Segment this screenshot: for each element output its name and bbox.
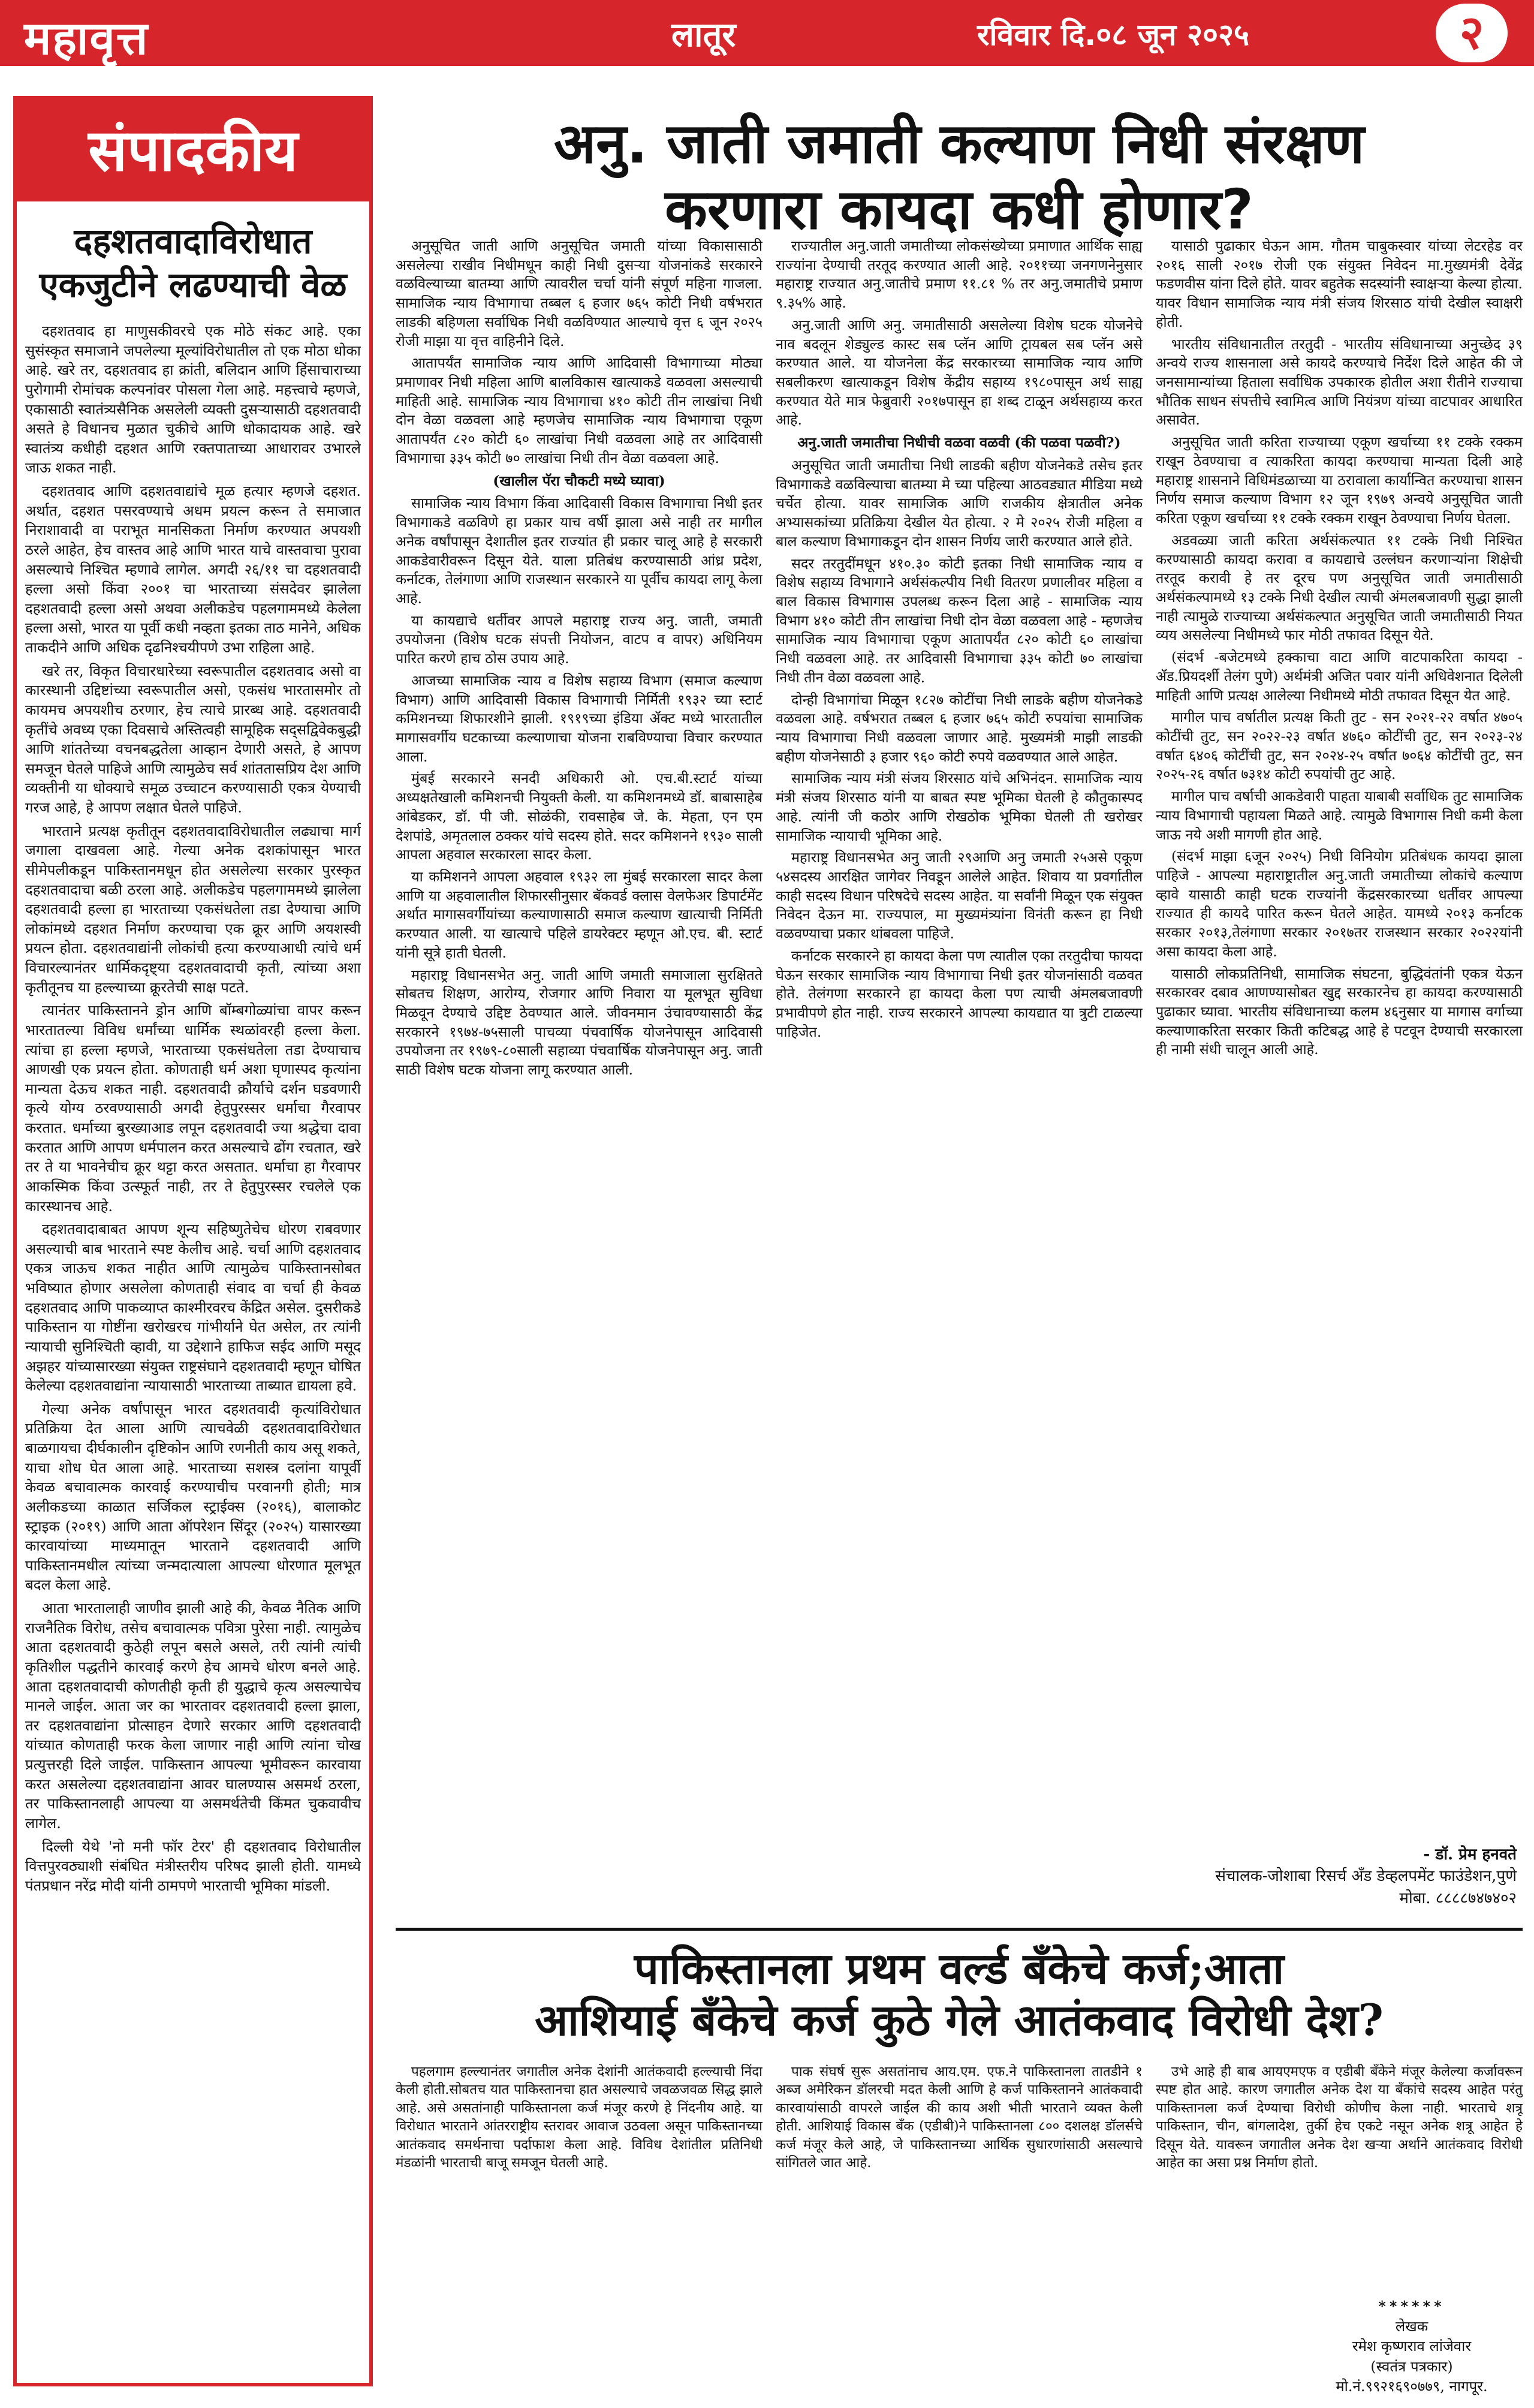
article1-paragraph: यासाठी पुढाकार घेऊन आम. गौतम चाबुकस्वार यांच्या लेटरहेड वर २०१६ साली २०१७ रोजी एक संयुक्त निवेदन मा.मुख्यमंत्री देवेंद्र फडणवीस यांना दिले होते. यावर बहुतेक सदस्यांनी स्वाक्षऱ्या केल्या होत्या. यावर विधान सामाजिक न्याय मंत्री संजय शिरसाठ यांची देखील स्वाक्षरी होती. xyxy=(1156,237,1523,330)
article1-paragraph: अनुसूचित जाती करिता राज्याच्या एकूण खर्चाच्या ११ टक्के रक्कम राखून ठेवण्याचा व त्याकरिता कायदा करण्याचा मान्यता दिली आहे महाराष्ट्र शासनाने विधिमंडळाच्या या ठरावाला कार्यान्वित करण्याचा शासन निर्णय समाज कल्याण विभाग १२ जून १९७९ अन्वये अनुसूचित जाती करिता एकूण खर्चाच्या ११ टक्के रक्कम राखून ठेवण्याचा निर्णय घेतला. xyxy=(1156,434,1523,527)
editorial-paragraph: त्यानंतर पाकिस्तानने ड्रोन आणि बॉम्बगोळ्यांचा वापर करून भारतातल्या विविध धर्मांच्या धार्मिक स्थळांवरही हल्ला केला. त्यांचा हा हल्ला म्हणजे, भारताच्या एकसंधतेला तडा देण्याचाच आणखी एक प्रयत्न होता. कोणताही धर्म अशा घृणास्पद कृत्यांना मान्यता देऊच शकत नाही. दहशतवादी क्रौर्याचे दर्शन घडवणारी कृत्ये योग्य ठरवण्यासाठी अगदी हेतुपुरस्सर धर्माचा गैरवापर करतात. धर्माच्या बुरख्याआड लपून दहशतवादी ज्या श्रद्धेचा दावा करतात आणि आपण धर्मपालन करत असल्याचे ढोंग रचतात, खरे तर ते या भावनेचीच क्रूर थट्टा करत असतात. धर्माचा हा गैरवापर आकस्मिक किंवा उत्स्फूर्त नाही, तर ते हेतुपुरस्सर रचलेले एक कारस्थानच आहे. xyxy=(25,1002,361,1215)
article2-author-contact: मो.नं.९९२१६९०७७९, नागपूर. xyxy=(1336,2378,1488,2395)
editorial-box xyxy=(13,96,373,2386)
article1-paragraph: यासाठी लोकप्रतिनिधी, सामाजिक संघटना, बुद्धिवंतांनी एकत्र येऊन सरकारवर दबाव आणण्यासोबत खुद्द सरकारनेच हा कायदा करण्यासाठी पुढाकार घ्यावा. भारतीय संविधानाच्या कलम ४६नुसार या मागास वर्गाच्या कल्याणाकरिता सरकार किती कटिबद्ध आहे हे पटवून देण्याची सरकारला ही नामी संधी चालून आली आहे. xyxy=(1156,965,1523,1058)
article1-paragraph: सामाजिक न्याय विभाग किंवा आदिवासी विकास विभागाचा निधी इतर विभागाकडे वळविणे हा प्रकार याच वर्षी झाला असे नाही तर मागील अनेक वर्षांपासून देशातील इतर राज्यांत ही प्रकार चालू आहे हे सरकारी आकडेवारीवरून दिसून येते. याला प्रतिबंध करण्यासाठी आंध्र प्रदेश, कर्नाटक, तेलंगाणा आणि राजस्थान सरकारने या पूर्वीच कायदा लागू केला आहे. xyxy=(396,495,763,607)
editorial-paragraph: खरे तर, विकृत विचारधारेच्या स्वरूपातील दहशतवाद असो वा कारस्थानी उद्दिष्टांच्या स्वरूपातील असो, एकसंध भारतासमोर तो कायमच अपयशीच ठरणार, हेच त्याचे प्रारब्ध आहे. दहशतवादी कृतींचे अवध्य एका दिवसाचे अस्तित्वही सामूहिक सद्सद्विवेकबुद्धी आणि शांततेच्या वचनबद्धतेला आव्हान देणारी असते, हे आपण समजून घेतले पाहिजे आणि त्यामुळेच सर्व शांततासप्रिय देश आणि व्यक्तीनी या धोक्याचे समूळ उच्चाटन करण्यासाठी एकत्र येण्याची गरज आहे, हे आपण लक्षात घेतले पाहिजे. xyxy=(25,662,361,816)
article1-author-role: संचालक-जोशाबा रिसर्च ॲंड डेव्हलपमेंट फाउंडेशन,पुणे xyxy=(1215,1867,1517,1886)
editorial-paragraph: आता भारतालाही जाणीव झाली आहे की, केवळ नैतिक आणि राजनैतिक विरोध, तसेच बचावात्मक पवित्रा पुरेसा नाही. त्यामुळेच आता दहशतवादी कुठेही लपून बसले असले, तरी त्यांनी त्यांची कृतिशील पद्धतीने कारवाई करणे हेच आमचे धोरण बनले आहे. आता दहशतवादाची कोणतीही कृती ही युद्धाचे कृत्य असल्याचेच मानले जाईल. आता जर का भारतावर दहशतवादी हल्ला झाला, तर दहशतवाद्यांना प्रोत्साहन देणारे सरकार आणि दहशतवादी यांच्यात कोणताही फरक केला जाणार नाही आणि त्यांना चोख प्रत्युत्तरही दिले जाईल. पाकिस्तान आपल्या भूमीवरून कारवाया करत असलेल्या दहशतवाद्यांना आवर घालण्यास असमर्थ ठरला, तर पाकिस्तानलाही आपल्या या असमर्थतेची किंमत चुकवावीच लागेल. xyxy=(25,1600,361,1832)
page-number: २ xyxy=(1436,4,1508,62)
article1-paragraph: अनुसूचित जाती जमातीचा निधी लाडकी बहीण योजनेकडे तसेच इतर विभागाकडे वळविल्याचा बातम्या मे च्या पहिल्या आठवड्यात मीडिया मध्ये चर्चेत होत्या. यावर सामाजिक आणि राजकीय क्षेत्रातील अनेक अभ्यासकांच्या प्रतिक्रिया देखील येत होत्या. २ मे २०२५ रोजी महिला व बाल कल्याण विभागाकडून दोन शासन निर्णय जारी करण्यात आले होते. xyxy=(776,456,1143,550)
editorial-paragraph: दहशतवाद आणि दहशतवाद्यांचे मूळ हत्यार म्हणजे दहशत. अर्थात, दहशत पसरवण्याचे अधम प्रयत्न करून ते समाजात निराशावादी वा पराभूत मानसिकता निर्माण करण्यात अपयशी ठरले आहेत, हेच वास्तव आहे आणि भारत याचे वास्तवाचा पुरावा असल्याचे निश्चित म्हणावे लागेल. अगदी २६/११ चा दहशतवादी हल्ला असो किंवा २००१ चा भारताच्या संसदेवर झालेला दहशतवादी हल्ला असो अथवा अलीकडेच पहलगाममध्ये केलेला हल्ला असो, भारत या पूर्वी कधी नव्हता इतका ताठ मानेने, अधिक ताकदीने आणि अधिक दृढनिश्चयीपणे उभा राहिला आहे. xyxy=(25,483,361,656)
article1-paragraph: आजच्या सामाजिक न्याय व विशेष सहाय्य विभाग (समाज कल्याण विभाग) आणि आदिवासी विकास विभागाची निर्मिती १९३२ च्या स्टार्ट कमिशनच्या शिफारशीने झाली. १९१९च्या इंडिया ॲक्ट मध्ये भारतातील मागासवर्गीय घटकाच्या कल्याणाचा योजना राबविण्याचा विचार करण्यात आला. xyxy=(396,672,763,765)
article2-paragraph: पाक संघर्ष सुरू असतांनाच आय.एम. एफ.ने पाकिस्तानला तातडीने १ अब्ज अमेरिकन डॉलरची मदत केली आणि हे कर्ज पाकिस्तानने आतंकवादी कारवायांसाठी वापरले जाईल की काय अशी भीती भारताने व्यक्त केली होती. आशियाई विकास बँक (एडीबी)ने पाकिस्तानला ८०० दशलक्ष डॉलर्सचे कर्ज मंजूर केले आहे, जे पाकिस्तानच्या आर्थिक सुधारणांसाठी असल्याचे सांगितले जात आहे. xyxy=(776,2064,1143,2171)
article2-column-1 xyxy=(396,2063,763,2398)
article1-headline xyxy=(396,111,1523,243)
article1-paragraph: सामाजिक न्याय मंत्री संजय शिरसाठ यांचे अभिनंदन. सामाजिक न्याय मंत्री संजय शिरसाठ यांनी या बाबत स्पष्ट भूमिका घेतली हे कौतुकास्पद आहे. त्यांनी जी कठोर आणि रोखठोक भूमिका घेतली ती खरोखर सामाजिक न्यायाची भूमिका आहे. xyxy=(776,770,1143,844)
article1-paragraph: महाराष्ट्र विधानसभेत अनु जाती २९आणि अनु जमाती २५असे एकूण ५४सदस्य आरक्षित जागेवर निवडून आलेले आहेत. शिवाय या प्रवर्गातील काही सदस्य विधान परिषदेचे सदस्य आहेत. या सर्वांनी मिळून एक संयुक्त निवेदन देऊन मा. राज्यपाल, मा मुख्यमंत्र्यांना विनंती करून हा निधी वळवण्याचा प्रकार थांबवला पाहिजे. xyxy=(776,849,1143,943)
article2-headline-line2: आशियाई बँकेचे कर्ज कुठे गेले आतंकवाद विरोधी देश? xyxy=(535,1994,1384,2046)
article1-paragraph: अनुसूचित जाती आणि अनुसूचित जमाती यांच्या विकासासाठी असलेल्या राखीव निधीमधून काही निधी दुसऱ्या योजनांकडे सरकारने वळविल्याच्या बातम्या आणि त्यावरील चर्चा यांनी संपूर्ण महिना गाजला. सामाजिक न्याय विभागाचा तब्बल ६ हजार ७६५ कोटी निधी वर्षभरात लाडकी बहिणला सर्वाधिक निधी वळविण्यात आल्याचे वृत्त ६ जून २०२५ रोजी माझा या वृत्त वाहिनीने दिले. xyxy=(396,237,763,350)
article1-columns xyxy=(396,237,1523,1742)
article1-paragraph: आतापर्यंत सामाजिक न्याय आणि आदिवासी विभागाच्या मोठ्या प्रमाणावर निधी महिला आणि बालविकास खात्याकडे वळवला असल्याची माहिती आहे. सामाजिक न्याय विभागाचा ४१० कोटी तीन लाखांचा निधी दोन वेळा वळवला आहे म्हणजेच सामाजिक न्याय विभागाचा एकूण आतापर्यंत ८२० कोटी ६० लाखांचा निधी वळवला आहे तर आदिवासी विभागाचा ३३५ कोटी ७० लाखांचा निधी तीन वेळा वळवला आहे. xyxy=(396,354,763,466)
article2-byline-label: लेखक xyxy=(1395,2317,1428,2335)
article1-paragraph: सदर तरतुदींमधून ४१०.३० कोटी इतका निधी सामाजिक न्याय व विशेष सहाय्य विभागाने अर्थसंकल्पीय निधी वितरण प्रणालीवर महिला व बाल विकास विभागास उपलब्ध करून दिला आहे - सामाजिक न्याय विभाग ४१० कोटी तीन लाखांचा निधी दोन वेळा वळवला आहे - म्हणजेच सामाजिक न्याय विभागाचा एकूण आतापर्यंत ८२० कोटी ६० लाखांचा निधी वळवला आहे. तर आदिवासी विभागाचा ३३५ कोटी ७० लाखांचा निधी तीन वेळा वळवला आहे. xyxy=(776,555,1143,686)
article1-paragraph: कर्नाटक सरकारने हा कायदा केला पण त्यातील एका तरतुदीचा फायदा घेऊन सरकार सामाजिक न्याय विभागाचा निधी इतर योजनांसाठी वळवत होते. तेलंगणा सरकारने हा कायदा केला पण त्याची अंमलबजावणी प्रभावीपणे होत नाही. राज्य सरकारने आपल्या कायद्यात या त्रुटी टाळल्या पाहिजेत. xyxy=(776,947,1143,1040)
article1-paragraph: या कमिशनने आपला अहवाल १९३२ ला मुंबई सरकारला सादर केला आणि या अहवालातील शिफारसीनुसार बॅकवर्ड क्लास वेलफेअर डिपार्टमेंट अर्थात मागासवर्गीयांच्या कल्याणासाठी समाज कल्याण खात्याची निर्मिती करण्यात आली. या खात्याचे पहिले डायरेक्टर म्हणून ओ.एच. बी. स्टार्ट यांनी सूत्रे हाती घेतली. xyxy=(396,868,763,961)
article1-paragraph: मागील पाच वर्षाची आकडेवारी पाहता याबाबी सर्वाधिक तुट सामाजिक न्याय विभागाची पहायला मिळते आहे. त्यामुळे विभागास निधी कमी केला जाऊ नये अशी मागणी होत आहे. xyxy=(1156,788,1523,843)
article2-headline xyxy=(396,1943,1523,2046)
article1-paragraph: महाराष्ट्र विधानसभेत अनु. जाती आणि जमाती समाजाला सुरक्षितते सोबतच शिक्षण, आरोग्य, रोजगार आणि निवारा या मूलभूत सुविधा मिळवून देण्याचे उद्दिष्ट ठेवण्यात आले. जीवनमान उंचावण्यासाठी केंद्र सरकारने १९७४-७५साली पाचव्या पंचवार्षिक योजनेपासून आदिवासी उपयोजना तर १९७९-८०साली सहाव्या पंचवार्षिक योजनेपासून अनु. जाती साठी विशेष घटक योजना लागू करण्यात आली. xyxy=(396,966,763,1079)
article1-paragraph: दोन्ही विभागांचा मिळून १८२७ कोटींचा निधी लाडके बहीण योजनेकडे वळवला आहे. वर्षभरात तब्बल ६ हजार ७६५ कोटी रुपयांचा सामाजिक न्याय विभागाचा निधी वळवला जाणार आहे. मुख्यमंत्री माझी लाडकी बहीण योजनेसाठी ३ हजार ९६० कोटी रुपये वळवण्यात आले आहेत. xyxy=(776,691,1143,765)
issue-date: रविवार दि.०८ जून २०२५ xyxy=(977,17,1249,52)
editorial-paragraph: दहशतवाद हा माणुसकीवरचे एक मोठे संकट आहे. एका सुसंस्कृत समाजाने जपलेल्या मूल्यांविरोधातील तो एक मोठा धोका आहे. खरे तर, दहशतवाद हा क्रांती, बलिदान आणि हिंसाचाराच्या पुरोगामी रोमांचक कल्पनांवर पोसला गेला आहे. महत्त्वाचे म्हणजे, एकासाठी स्वातंत्र्यसैनिक असलेली व्यक्ती दुसऱ्यासाठी दहशतवादी असते हे विधानच मुळात चुकीचे आणि धोकादायक आहे. खरे स्वातंत्र्य कधीही दहशत आणि रक्तपाताच्या आधारावर उभारले जाऊ शकत नाही. xyxy=(25,323,361,477)
editorial-paragraph: दहशतवादाबाबत आपण शून्य सहिष्णुतेचेच धोरण राबवणार असल्याची बाब भारताने स्पष्ट केलीच आहे. चर्चा आणि दहशतवाद एकत्र जाऊच शकत नाहीत आणि त्यामुळेच पाकिस्तानसोबत भविष्यात होणार असलेला कोणताही संवाद वा चर्चा ही केवळ दहशतवाद आणि पाकव्याप्त काश्मीरवरच केंद्रित असेल. दुसरीकडे पाकिस्तान या गोष्टींना खरोखरच गांभीर्याने घेत असेल, तर त्यांनी न्यायाची सुनिश्चिती व्हावी, या उद्देशाने हाफिज सईद आणि मसूद अझहर यांच्यासारख्या संयुक्त राष्ट्रसंघाने दहशतवादी म्हणून घोषित केलेल्या दहशतवाद्यांना न्यायासाठी भारताच्या ताब्यात द्यायला हवे. xyxy=(25,1221,361,1395)
article2-byline xyxy=(1307,2296,1517,2397)
editorial-body xyxy=(25,321,361,2378)
article1-paragraph: राज्यातील अनु.जाती जमातीच्या लोकसंख्येच्या प्रमाणात आर्थिक साह्य राज्यांना देण्याची तरतूद करण्यात आली आहे. २०११च्या जनगणनेनुसार महाराष्ट्र राज्यात अनु.जातीचे प्रमाण ११.८१ % तर अनु.जमातीचे प्रमाण ९.३५% आहे. xyxy=(776,237,1143,312)
editorial-title: दहशतवादाविरोधात एकजुटीने लढण्याची वेळ xyxy=(39,221,347,305)
article1-paragraph: (संदर्भ माझा ६जून २०२५) निधी विनियोग प्रतिबंधक कायदा झाला पाहिजे - आपल्या महाराष्ट्रातील अनु.जाती जमातीच्या लोकांचे कल्याण व्हावे यासाठी काही घटक राज्यांनी केंद्रसरकारच्या धर्तीवर आपल्या राज्यात ही कायदे पारित करून घेतले आहेत. यामध्ये २०१३ कर्नाटक सरकार २०१३,तेलंगाणा सरकार २०१७तर राजस्थान सरकार २०२२यांनी असा कायदा केला आहे. xyxy=(1156,848,1523,960)
article1-headline-line1: अनु. जाती जमाती कल्याण निधी संरक्षण xyxy=(553,112,1365,176)
article1-headline-line2: करणारा कायदा कधी होणार? xyxy=(665,177,1253,242)
article1-paragraph: अडवळ्या जाती करिता अर्थसंकल्पात ११ टक्के निधी निश्चित करण्यासाठी कायदा करावा व कायद्याचे उल्लंघन करणाऱ्यांना शिक्षेची तरतूद करावी हे तर दूरच पण अनुसूचित जाती जमातीसाठी अर्थसंकल्पामध्ये १३ टक्के निधी देखील त्याची अंमलबजावणी सुद्धा झाली नाही त्यामुळे राज्याच्या अर्थसंकल्पात अनुसूचित जाती जमातीसाठी नियत व्यय असलेल्या निधीमध्ये फार मोठी तफावत दिसून येते. xyxy=(1156,531,1523,644)
article1-column-1 xyxy=(396,237,763,1742)
article1-paragraph: अनु.जाती आणि अनु. जमातीसाठी असलेल्या विशेष घटक योजनेचे नाव बदलून शेड्युल्ड कास्ट सब प्लॅन आणि ट्रायबल सब प्लॅन असे करण्यात आले. या योजनेला केंद्र सरकारच्या सामाजिक न्याय आणि सबलीकरण खात्याकडून विशेष केंद्रीय सहाय्य १९८०पासून अर्थ साह्य करण्यात येते मात्र फेब्रुवारी २०१७पासून हा शब्द टाळून अर्थसहाय्य करत आहे. xyxy=(776,316,1143,429)
article1-subhead: अनु.जाती जमातीचा निधीची वळवा वळवी (की पळवा पळवी?) xyxy=(797,434,1121,452)
paper-name: महावृत्त xyxy=(24,11,149,65)
article2-paragraph: उभे आहे ही बाब आयएमएफ व एडीबी बँकेने मंजूर केलेल्या कर्जावरून स्पष्ट होत आहे. कारण जगातील अनेक देश या बँकांचे सदस्य आहेत परंतु पाकिस्तानला कर्ज देण्याचा विरोधी कोणीच केला नाही. भारताचे शत्रू पाकिस्तान, चीन, बांगलादेश, तुर्की हेच एकटे नसून अनेक शत्रू आहेत हे दिसून येते. यावरून जगातील अनेक देश खऱ्या अर्थाने आतंकवाद विरोधी आहेत का असा प्रश्न निर्माण होतो. xyxy=(1156,2064,1523,2171)
article2-author: रमेश कृष्णराव लांजेवार xyxy=(1352,2338,1472,2355)
article1-column-2 xyxy=(776,237,1143,1742)
article2-headline-line1: पाकिस्तानला प्रथम वर्ल्ड बँकेचे कर्ज;आता xyxy=(634,1943,1285,1994)
edition-name: लातूर xyxy=(671,16,736,55)
editorial-paragraph: दिल्ली येथे 'नो मनी फॉर टेरर' ही दहशतवाद विरोधातील वित्तपुरवठ्याशी संबंधित मंत्रीस्तरीय परिषद झाली होती. यामध्ये पंतप्रधान नरेंद्र मोदी यांनी ठामपणे भारताची भूमिका मांडली. xyxy=(25,1838,361,1894)
editorial-paragraph: भारताने प्रत्यक्ष कृतीतून दहशतवादाविरोधातील लढ्याचा मार्ग जगाला दाखवला आहे. गेल्या अनेक दशकांपासून भारत सीमेपलीकडून पाकिस्तानमधून होत असलेल्या सरकार पुरस्कृत दहशतवादाचा बळी ठरला आहे. अलीकडेच पहलगाममध्ये झालेला दहशतवादी हल्ला हा भारताच्या एकसंधतेला तडा देण्याचा आणि लोकांमध्ये दहशत निर्माण करण्याचा एक क्रूर आणि अयशस्वी प्रयत्न होता. दहशतवाद्यांनी लोकांची हत्या करण्याआधी त्यांचे धर्म विचारल्यानंतर धार्मिकदृष्ट्या दहशतवादाची कृती, त्यांच्या अशा कृतीतूनच या हल्ल्याच्या क्रूरतेची साक्ष पटते. xyxy=(25,822,361,996)
article2-author-role: (स्वतंत्र पत्रकार) xyxy=(1370,2358,1453,2375)
article1-subhead: (खालील पॅरा चौकटी मध्ये घ्यावा) xyxy=(493,472,665,489)
editorial-paragraph: गेल्या अनेक वर्षांपासून भारत दहशतवादी कृत्यांविरोधात प्रतिक्रिया देत आला आणि त्याचवेळी दहशतवादाविरोधात बाळगायचा दीर्घकालीन दृष्टिकोन आणि रणनीती काय असू शकते, याचा शोध घेत आला आहे. भारताच्या सशस्त्र दलांना यापूर्वी केवळ बचावात्मक कारवाई करण्याचीच परवानगी होती; मात्र अलीकडच्या काळात सर्जिकल स्ट्राईक्स (२०१६), बालाकोट स्ट्राइक (२०१९) आणि आता ऑपरेशन सिंदूर (२०२५) यासारख्या कारवायांच्या माध्यमातून भारताने दहशतवादी आणि पाकिस्तानमधील त्यांच्या जन्मदात्याला आपल्या धोरणात मूलभूत बदल केला आहे. xyxy=(25,1400,361,1594)
article1-paragraph: मागील पाच वर्षातील प्रत्यक्ष किती तुट - सन २०२१-२२ वर्षात ४७०५ कोटींची तुट, सन २०२२-२३ वर्षात ४७६० कोटींची तुट, सन २०२३-२४ वर्षात ६४०६ कोटींची तुट, सन २०२४-२५ वर्षात ७०६४ कोटींची तुट, सन २०२५-२६ वर्षात ७३१४ कोटी रुपयांची तुट आहे. xyxy=(1156,709,1523,783)
article1-paragraph: मुंबई सरकारने सनदी अधिकारी ओ. एच.बी.स्टार्ट यांच्या अध्यक्षतेखाली कमिशनची नियुक्ती केली. या कमिशनमध्ये डॉ. बाबासाहेब आंबेडकर, डॉ. पी जी. सोळंकी, रावसाहेब जे. के. मेहता, एन एम देशपांडे, अमृतलाल ठक्कर यांचे सदस्य होते. सदर कमिशनने १९३० साली आपला अहवाल सरकारला सादर केला. xyxy=(396,770,763,863)
article1-author-contact: मोबा. ८८८८७४७४०२ xyxy=(1399,1889,1517,1907)
article1-column-3 xyxy=(1156,237,1523,1742)
article2-column-2 xyxy=(776,2063,1143,2398)
article2-separator-stars: ****** xyxy=(1378,2298,1445,2315)
editorial-banner: संपादकीय xyxy=(17,100,369,201)
masthead xyxy=(0,0,1534,66)
section-divider xyxy=(396,1928,1523,1931)
article1-paragraph: भारतीय संविधानातील तरतुदी - भारतीय संविधानाच्या अनुच्छेद ३९ अन्वये राज्य शासनाला असे कायदे करण्याचे निर्देश दिले आहेत की जे जनसामान्यांच्या हिताला सर्वाधिक उपकारक होतील अशा रीतीने राज्याचा भौतिक साधन संपत्तीचे स्वामित्व आणि नियंत्रण यांच्या वाटपावर आधारित असावेत. xyxy=(1156,335,1523,429)
article1-paragraph: (संदर्भ -बजेटमध्ये हक्काचा वाटा आणि वाटपाकरिता कायदा - ॲड.प्रियदर्शी तेलंग पुणे) अर्थमंत्री अजित पवार यांनी अधिवेशनात दिलेली माहिती आणि प्रत्यक्ष आलेल्या निधीमध्ये मोठी तफावत दिसून येत आहे. xyxy=(1156,649,1523,704)
article1-author: - डॉ. प्रेम हनवते xyxy=(1423,1846,1517,1864)
article2-paragraph: पहलगाम हल्ल्यानंतर जगातील अनेक देशांनी आतंकवादी हल्ल्याची निंदा केली होती.सोबतच यात पाकिस्तानचा हात असल्याचे जवळजवळ सिद्ध झाले आहे. असे असतांनाही पाकिस्तानला कर्ज मंजूर करणे हे निंदनीय आहे. या विरोधात भारताने आंतरराष्ट्रीय स्तरावर आवाज उठवला असून पाकिस्तानच्या आतंकवाद समर्थनाचा पर्दाफाश केला आहे. विविध देशांतील प्रतिनिधी मंडळांनी भारताची बाजू समजून घेतली आहे. xyxy=(396,2064,763,2171)
article1-paragraph: या कायद्याचे धर्तीवर आपले महाराष्ट्र राज्य अनु. जाती, जमाती उपयोजना (विशेष घटक संपत्ती नियोजन, वाटप व वापर) अधिनियम पारित करणे हाच ठोस उपाय आहे. xyxy=(396,612,763,667)
article1-byline xyxy=(1205,1844,1517,1909)
